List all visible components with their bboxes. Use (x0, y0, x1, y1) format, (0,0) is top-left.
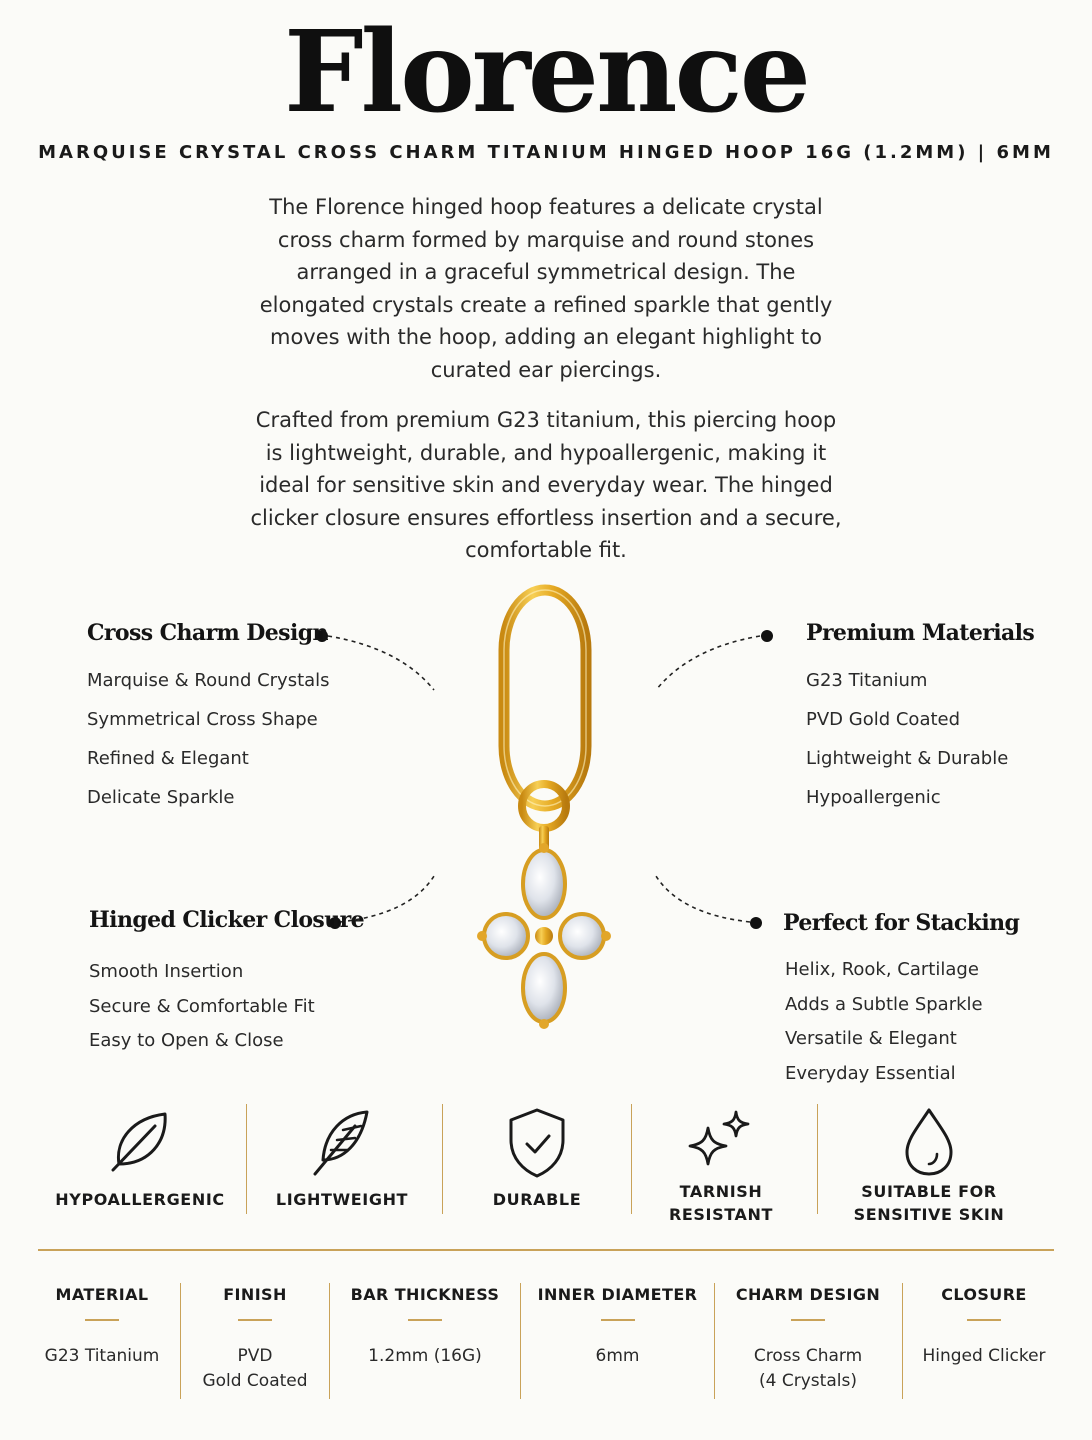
feature-item: Refined & Elegant (87, 748, 249, 769)
feature-item: Secure & Comfortable Fit (89, 995, 315, 1017)
feature-title: Premium Materials (806, 620, 1035, 646)
spec-value: 6mm (595, 1346, 640, 1366)
drop-icon (901, 1106, 957, 1178)
badge-label: HYPOALLERGENIC (55, 1190, 225, 1209)
feature-list (785, 959, 983, 1097)
feature-item: PVD Gold Coated (806, 709, 961, 730)
feature-title: Perfect for Stacking (783, 910, 1020, 936)
badge-sensitive-skin (822, 1100, 1036, 1230)
spec-material (24, 1282, 180, 1369)
badge-label: DURABLE (492, 1190, 582, 1209)
feature-item: G23 Titanium (806, 670, 928, 691)
spec-value: 1.2mm (16G) (368, 1346, 482, 1366)
feature-item: Smooth Insertion (89, 961, 244, 982)
badge-label: RESISTANT (668, 1205, 773, 1224)
spec-value: (4 Crystals) (759, 1371, 857, 1391)
feature-item: Versatile & Elegant (785, 1028, 957, 1049)
spec-charm-design (715, 1282, 901, 1394)
spec-value: PVD (237, 1346, 273, 1366)
spec-value: Gold Coated (202, 1371, 308, 1391)
spec-label: CLOSURE (941, 1285, 1027, 1304)
feature-title: Hinged Clicker Closure (89, 907, 364, 933)
feature-item: Easy to Open & Close (89, 1030, 284, 1051)
feature-item: Symmetrical Cross Shape (87, 709, 318, 730)
spec-inner-diameter (521, 1282, 714, 1369)
product-subtitle: MARQUISE CRYSTAL CROSS CHARM TITANIUM HINGED HOOP 16G (1.2MM) | 6MM (38, 142, 1054, 163)
spec-value: G23 Titanium (44, 1346, 160, 1366)
spec-value: Hinged Clicker (922, 1346, 1046, 1366)
spec-value: Cross Charm (753, 1346, 863, 1366)
connector-dot (750, 917, 762, 929)
feature-item: Lightweight & Durable (806, 748, 1009, 769)
badge-durable (448, 1100, 626, 1230)
divider (38, 1249, 1054, 1251)
badge-lightweight (252, 1100, 432, 1230)
spec-label: BAR THICKNESS (350, 1285, 500, 1304)
feature-title: Cross Charm Design (87, 620, 328, 646)
connector-dot (761, 630, 773, 642)
feature-item: Everyday Essential (785, 1062, 956, 1084)
badge-label: LIGHTWEIGHT (275, 1190, 409, 1209)
feature-list (89, 961, 315, 1065)
product-description-materials: Crafted from premium G23 titanium, this piercing hoop is lightweight, durable, and hypoallergenic, making it ideal for sensitive skin and everyday wear. The hinged clicker closure ensures effortless insertion and a secure, comfortable fit. (250, 408, 842, 563)
spec-finish (181, 1282, 329, 1394)
badge-label: SENSITIVE SKIN (853, 1205, 1005, 1224)
spec-closure (903, 1282, 1065, 1369)
spec-label: INNER DIAMETER (537, 1285, 698, 1304)
badge-label: TARNISH (679, 1182, 763, 1201)
feature-item: Delicate Sparkle (87, 787, 235, 808)
feature-item: Marquise & Round Crystals (87, 670, 330, 691)
feature-item: Hypoallergenic (806, 787, 941, 808)
feature-item: Helix, Rook, Cartilage (785, 959, 979, 980)
feature-list (87, 670, 330, 826)
sparkle-icon (686, 1106, 756, 1172)
feather-icon (307, 1106, 377, 1178)
product-title: Florence (284, 7, 808, 138)
badge-hypoallergenic (40, 1100, 240, 1230)
spec-label: MATERIAL (55, 1285, 149, 1304)
leaf-icon (105, 1106, 175, 1176)
spec-bar-thickness (330, 1282, 520, 1369)
badge-label: SUITABLE FOR (861, 1182, 997, 1201)
feature-list (806, 670, 1008, 826)
badge-tarnish-resistant (636, 1100, 806, 1230)
shield-check-icon (505, 1106, 569, 1178)
spec-label: FINISH (223, 1285, 287, 1304)
feature-item: Adds a Subtle Sparkle (785, 993, 983, 1015)
spec-label: CHARM DESIGN (735, 1285, 881, 1304)
product-description: The Florence hinged hoop features a delicate crystal cross charm formed by marquise and round stones arranged in a graceful symmetrical design. The elongated crystals create a refined sparkle that gently moves with the hoop, adding an elegant highlight to curated ear piercings. (259, 195, 833, 382)
